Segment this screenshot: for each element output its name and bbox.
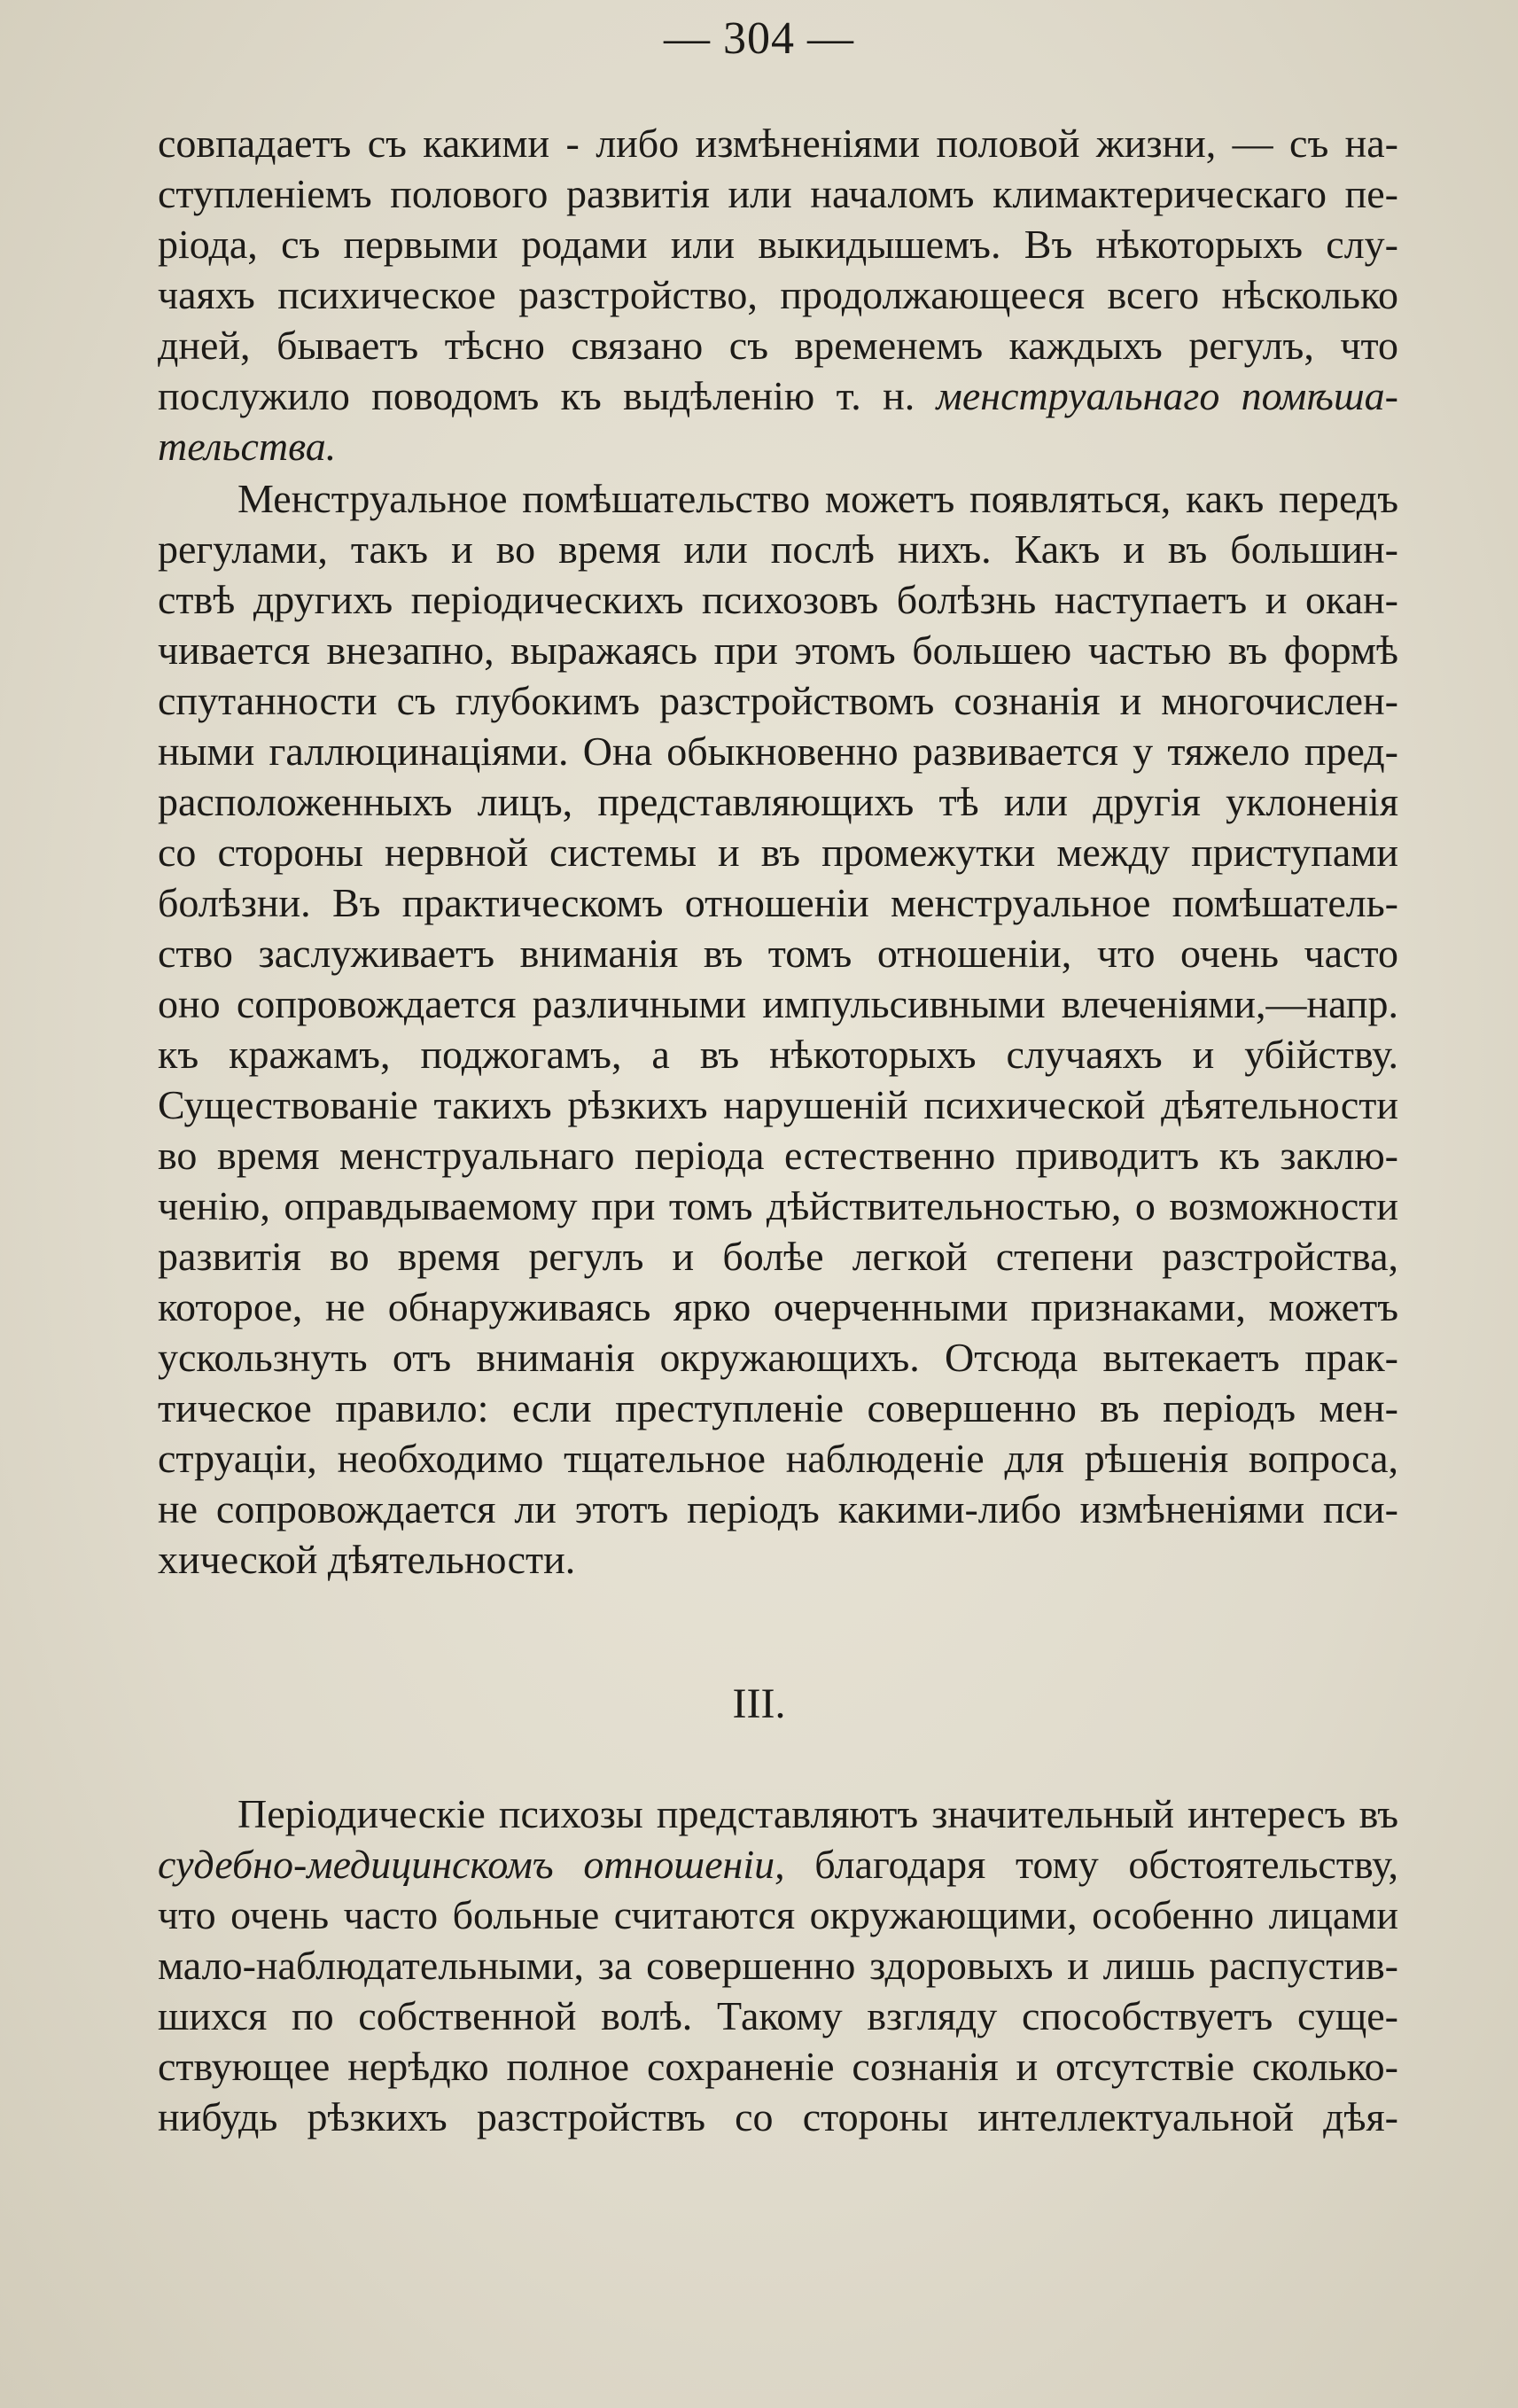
text-line: Періодическіе психозы представляютъ значительный интересъ въ xyxy=(237,1791,1398,1836)
text-line: оно сопровождается различными импульсивными влеченіями,—напр. xyxy=(158,981,1398,1026)
text-line: ченію, оправдываемому при томъ дѣйствительностью, о возможности xyxy=(158,1183,1398,1228)
text-line: нибудь рѣзкихъ разстройствъ со стороны интеллектуальной дѣя- xyxy=(158,2094,1398,2139)
text-line: со стороны нервной системы и въ промежутки между приступами xyxy=(158,830,1398,875)
text-line: что очень часто больные считаются окружающими, особенно лицами xyxy=(158,1892,1398,1937)
text-line: ріода, съ первыми родами или выкидышемъ. Въ нѣкоторыхъ слу- xyxy=(158,222,1398,267)
text-line: ступленіемъ полового развитія или началомъ климактерическаго пе- xyxy=(158,171,1398,216)
text-line: хической дѣятельности. xyxy=(158,1537,576,1582)
text-line: спутанности съ глубокимъ разстройствомъ сознанія и многочислен- xyxy=(158,678,1398,723)
text-line: тическое правило: если преступленіе совершенно въ періодъ мен- xyxy=(158,1385,1398,1430)
text-line: не сопровождается ли этотъ періодъ какими-либо измѣненіями пси- xyxy=(158,1486,1398,1531)
page-number: — 304 — xyxy=(664,13,854,64)
text-line: во время менструальнаго періода естественно приводитъ къ заклю- xyxy=(158,1133,1398,1178)
text-line: Существованіе такихъ рѣзкихъ нарушеній психической дѣятельности xyxy=(158,1082,1398,1127)
italic-term: менструальнаго помѣша- xyxy=(936,373,1398,418)
text-line xyxy=(158,370,1398,421)
italic-term: тельства. xyxy=(158,424,337,469)
text-line: расположенныхъ лицъ, представляющихъ тѣ или другія уклоненія xyxy=(158,779,1398,824)
text-line: Менструальное помѣшательство можетъ появляться, какъ передъ xyxy=(237,476,1398,521)
text-line: чивается внезапно, выражаясь при этомъ большею частью въ формѣ xyxy=(158,627,1398,673)
text-line: дней, бываетъ тѣсно связано съ временемъ каждыхъ регулъ, что xyxy=(158,323,1398,368)
italic-term: судебно-медицинскомъ отношеніи, xyxy=(158,1842,785,1887)
text-line: ствѣ другихъ періодическихъ психозовъ болѣзнь наступаетъ и окан- xyxy=(158,577,1398,622)
text-line: струаціи, необходимо тщательное наблюденіе для рѣшенія вопроса, xyxy=(158,1436,1398,1481)
text-line: чаяхъ психическое разстройство, продолжающееся всего нѣсколько xyxy=(158,272,1398,317)
paragraph-1 xyxy=(158,118,1398,471)
text-line: болѣзни. Въ практическомъ отношеніи менструальное помѣшатель- xyxy=(158,880,1398,925)
text-line: шихся по собственной волѣ. Такому взгляду способствуетъ суще- xyxy=(158,1993,1398,2038)
section-heading: III. xyxy=(732,1680,786,1727)
text-line: развитія во время регулъ и болѣе легкой степени разстройства, xyxy=(158,1234,1398,1279)
text-line: къ кражамъ, поджогамъ, а въ нѣкоторыхъ случаяхъ и убійству. xyxy=(158,1032,1398,1077)
text-line: мало-наблюдательными, за совершенно здоровыхъ и лишь распустив- xyxy=(158,1943,1398,1988)
text-segment: благодаря тому обстоятельству, xyxy=(784,1842,1398,1887)
paragraph-3 xyxy=(158,1788,1398,2142)
text-line xyxy=(158,1839,1398,1890)
text-line: регулами, такъ и во время или послѣ нихъ. Какъ и въ большин- xyxy=(158,526,1398,572)
text-line: ство заслуживаетъ вниманія въ томъ отношеніи, что очень часто xyxy=(158,931,1398,976)
text-line: ствующее нерѣдко полное сохраненіе сознанія и отсутствіе сколько- xyxy=(158,2044,1398,2089)
text-line: ускользнуть отъ вниманія окружающихъ. Отсюда вытекаетъ прак- xyxy=(158,1335,1398,1380)
paragraph-2 xyxy=(158,473,1398,1585)
text-line: ными галлюцинаціями. Она обыкновенно развивается у тяжело пред- xyxy=(158,729,1398,774)
text-segment: послужило поводомъ къ выдѣленію т. н. xyxy=(158,373,937,418)
text-line: совпадаетъ съ какими - либо измѣненіями половой жизни, — съ на- xyxy=(158,121,1398,166)
text-line: которое, не обнаруживаясь ярко очерченными признаками, можетъ xyxy=(158,1284,1398,1329)
